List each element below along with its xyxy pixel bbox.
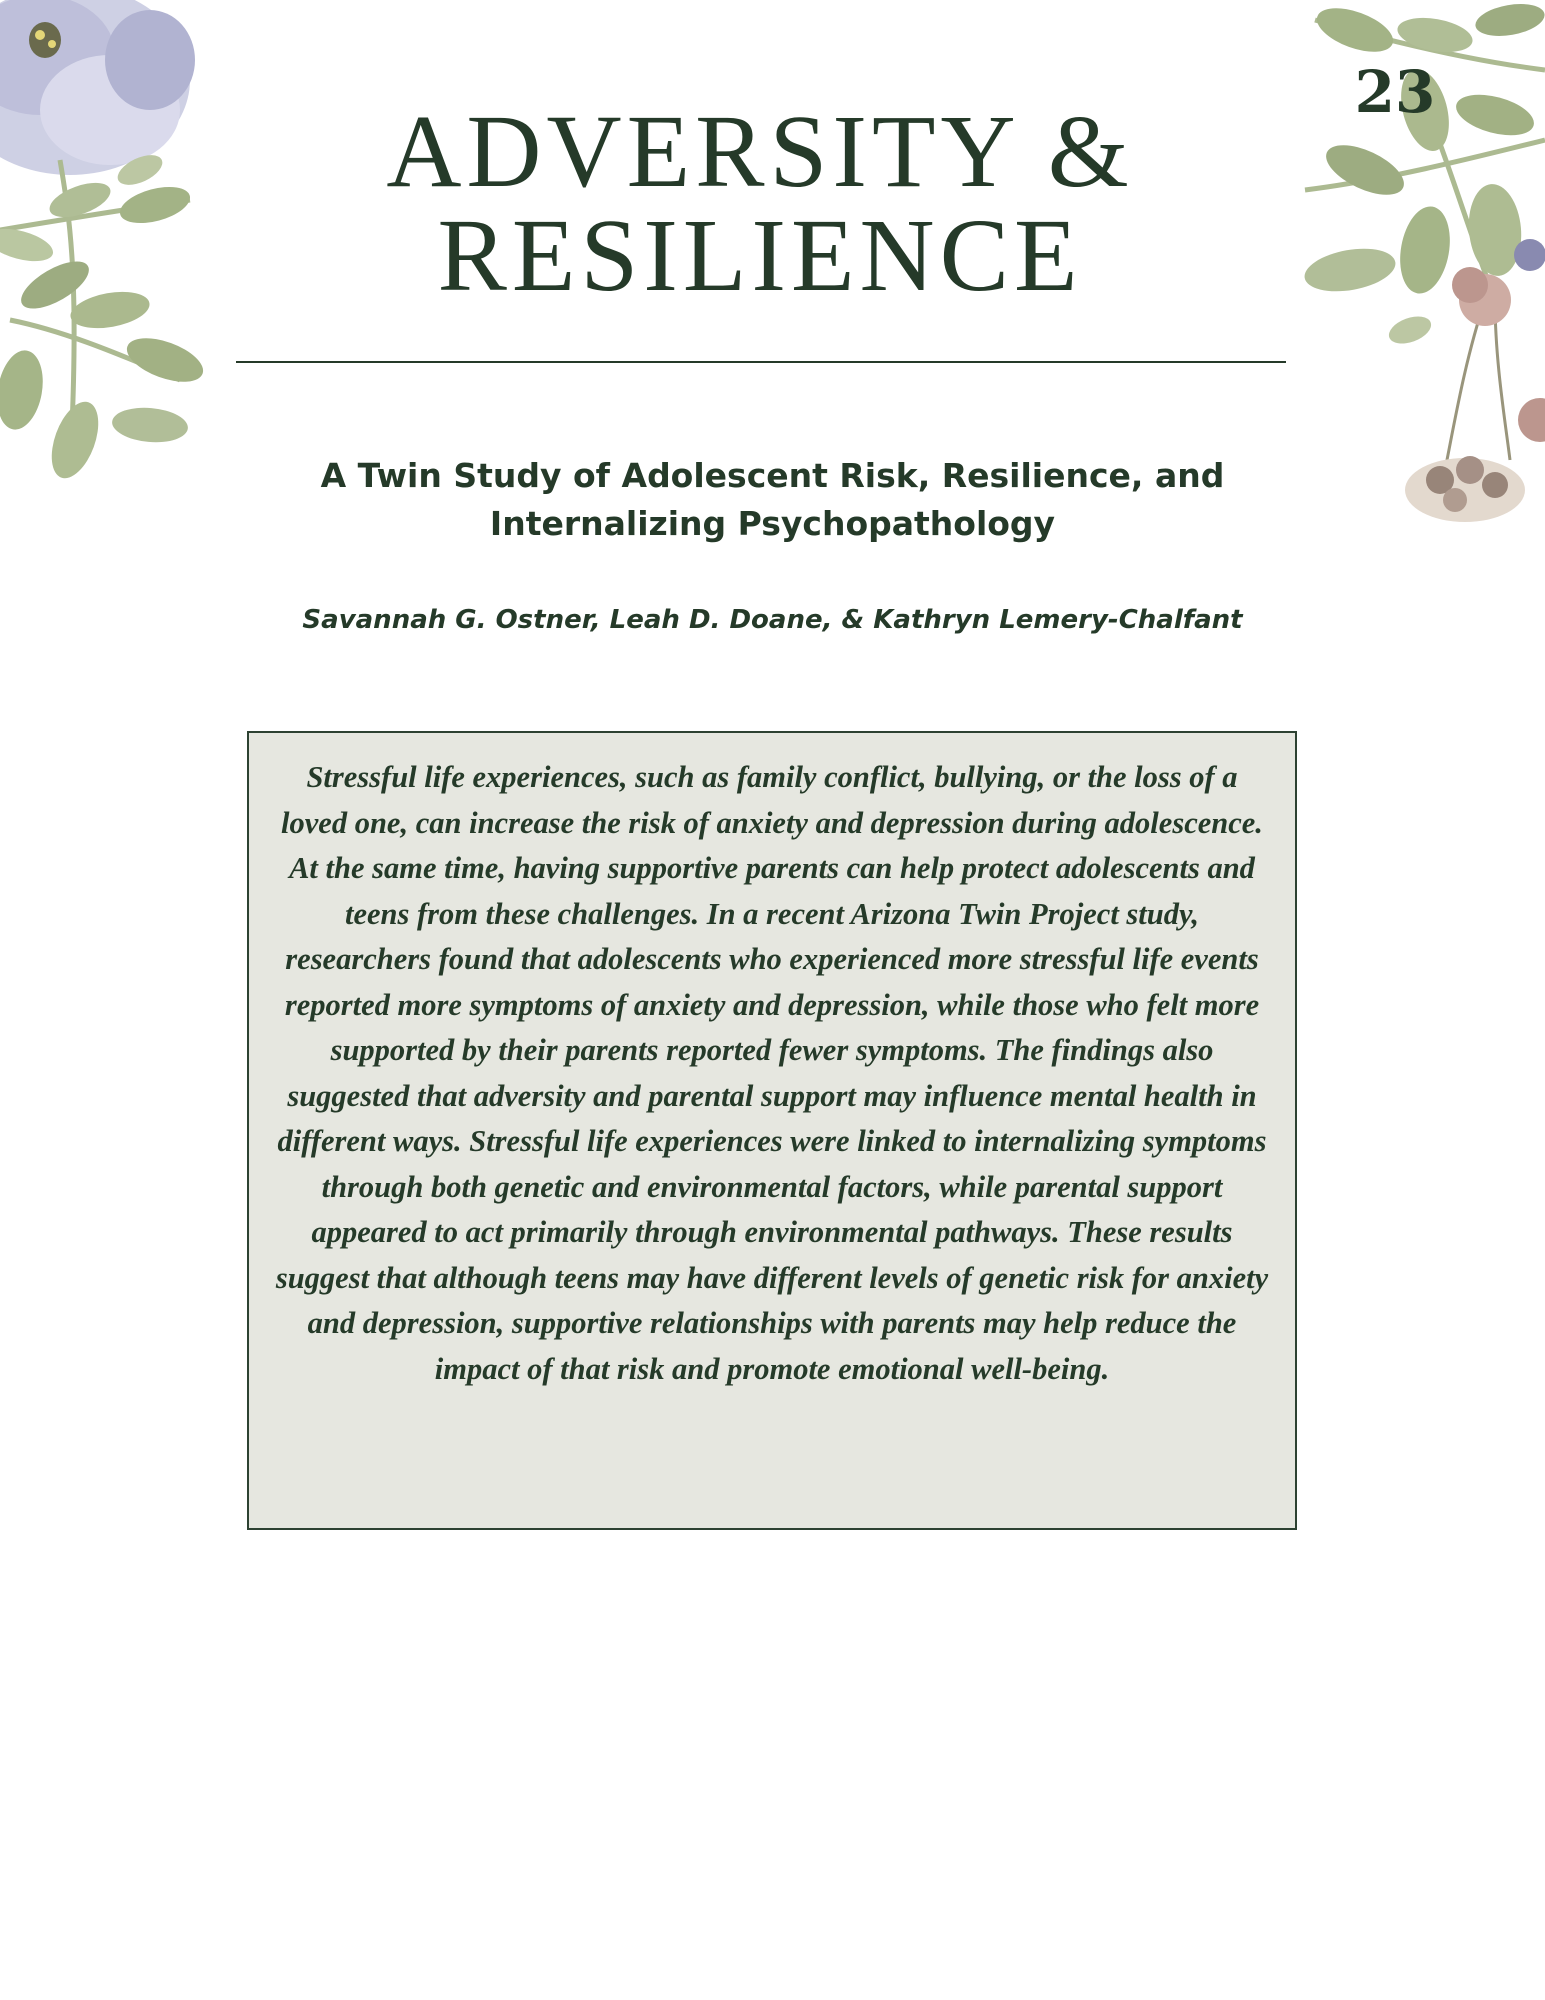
page-title-line-1: ADVERSITY & <box>386 94 1134 209</box>
page-number: 23 <box>1354 58 1436 126</box>
summary-text: Stressful life experiences, such as family conflict, bullying, or the loss of a loved one, can increase the risk of anxiety and depression during adolescence. At the same time, having supportive parents can help protect adolescents and teens from these challenges. In a recent Arizona Twin Project study, researchers found that adolescents who experienced more stressful life events reported more symptoms of anxiety and depression, while those who felt more supported by their parents reported fewer symptoms. The findings also suggested that adversity and parental support may influence mental health in different ways. Stressful life experiences were linked to internalizing symptoms through both genetic and environmental factors, while parental support appeared to act primarily through environmental pathways. These results suggest that although teens may have different levels of genetic risk for anxiety and depression, supportive relationships with parents may help reduce the impact of that risk and promote emotional well-being. <box>275 760 1269 1386</box>
watercolor-flower-and-leaves-icon <box>0 0 210 500</box>
article-subtitle: A Twin Study of Adolescent Risk, Resilience, and Internalizing Psychopathology <box>320 456 1225 543</box>
title-divider <box>236 361 1286 363</box>
page-title-line-2: RESILIENCE <box>437 198 1083 313</box>
page-title <box>280 94 1240 313</box>
summary-box <box>247 731 1297 1530</box>
article-authors: Savannah G. Ostner, Leah D. Doane, & Kathryn Lemery-Chalfant <box>302 605 1243 635</box>
